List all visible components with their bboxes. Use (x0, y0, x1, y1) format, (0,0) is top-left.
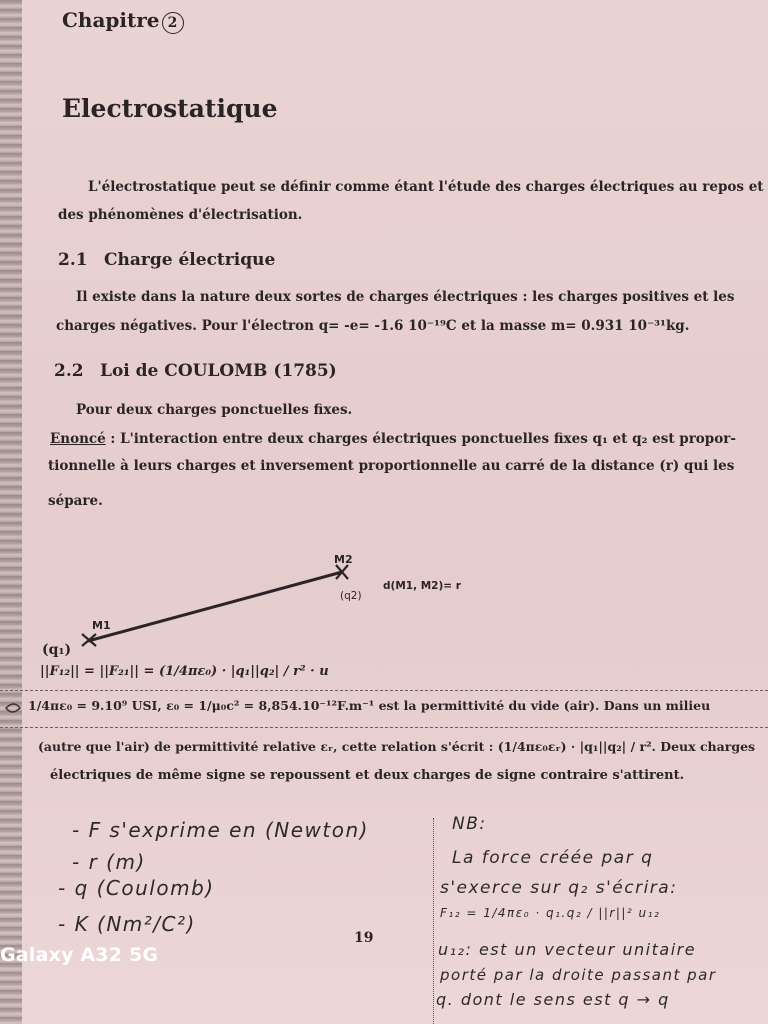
enonce-label: Enoncé (50, 431, 106, 447)
handwritten-constant-unit: - K (Nm²/C²) (58, 912, 196, 936)
handwritten-nb-line-6: q. dont le sens est q → q (436, 990, 670, 1009)
section-2-1-line-2: charges négatives. Pour l'électron q= -e= -1.6 10⁻¹⁹C et la masse m= 0.931 10⁻³¹kg. (56, 318, 690, 334)
handwritten-nb-line-4: u₁₂: est un vecteur unitaire (438, 940, 697, 959)
q2-label: (q2) (340, 590, 362, 602)
enonce-line-3: sépare. (48, 493, 103, 509)
m2-label: M2 (334, 553, 353, 566)
handwritten-nb-line-2: s'exerce sur q₂ s'écrira: (440, 878, 678, 898)
camera-watermark: Galaxy A32 5G (0, 944, 159, 966)
m1-label: M1 (92, 619, 111, 632)
q1-label: (q₁) (42, 642, 72, 658)
handwritten-charge-unit: - q (Coulomb) (58, 876, 215, 900)
constants-line: 1/4πε₀ = 9.10⁹ USI, ε₀ = 1/μ₀c² = 8,854.10⁻¹²F.m⁻¹ est la permittivité du vide (air). Dans un milieu (28, 698, 711, 713)
handwritten-force-unit: - F s'exprime en (Newton) (72, 818, 369, 842)
intro-line-2: des phénomènes d'électrisation. (58, 207, 303, 223)
dashed-separator-middle (0, 727, 768, 728)
intro-line-1: L'électrostatique peut se définir comme étant l'étude des charges électriques au repos et (88, 179, 764, 195)
chapter-number: 2 (162, 12, 184, 34)
hand-arrow-mark (6, 704, 20, 712)
coulomb-force-formula: ||F₁₂|| = ||F₂₁|| = (1/4πε₀) · |q₁||q₂| / r² · u (40, 664, 329, 679)
page-number: 19 (354, 930, 374, 946)
section-2-1-number: 2.1 (58, 250, 88, 270)
charges-sign-line: électriques de même signe se repoussent et deux charges de signe contraire s'attirent. (50, 768, 685, 783)
section-2-1-line-1: Il existe dans la nature deux sortes de charges électriques : les charges positives et les (76, 289, 735, 305)
section-2-2-heading: Loi de COULOMB (1785) (100, 361, 337, 381)
page-title: Electrostatique (62, 94, 278, 123)
section-2-1-heading: Charge électrique (104, 250, 276, 270)
handwritten-nb-line-5: porté par la droite passant par (440, 966, 717, 984)
handwritten-nb: NB: (452, 814, 487, 834)
section-2-2-number: 2.2 (54, 361, 84, 381)
enonce-line-2: tionnelle à leurs charges et inversement proportionnelle au carré de la distance (r) qui les (48, 458, 735, 474)
handwritten-divider (433, 818, 434, 1024)
charge-connecting-line (88, 572, 342, 641)
dashed-separator-top (0, 690, 768, 691)
enonce-text: : L'interaction entre deux charges électriques ponctuelles fixes q₁ et q₂ est propor- (105, 431, 736, 447)
relative-permittivity-line: (autre que l'air) de permittivité relative εᵣ, cette relation s'écrit : (1/4πε₀εᵣ) · |q₁||q₂| / r². Deux charges (38, 739, 756, 754)
handwritten-nb-line-1: La force créée par q (452, 848, 654, 868)
section-2-2-intro: Pour deux charges ponctuelles fixes. (76, 402, 353, 418)
handwritten-nb-formula: F₁₂ = 1/4πε₀ · q₁.q₂ / ||r||² u₁₂ (440, 906, 661, 920)
chapter-text: Chapitre (62, 8, 160, 32)
handwritten-distance-unit: - r (m) (72, 850, 146, 874)
distance-label: d(M1, M2)= r (383, 580, 461, 592)
